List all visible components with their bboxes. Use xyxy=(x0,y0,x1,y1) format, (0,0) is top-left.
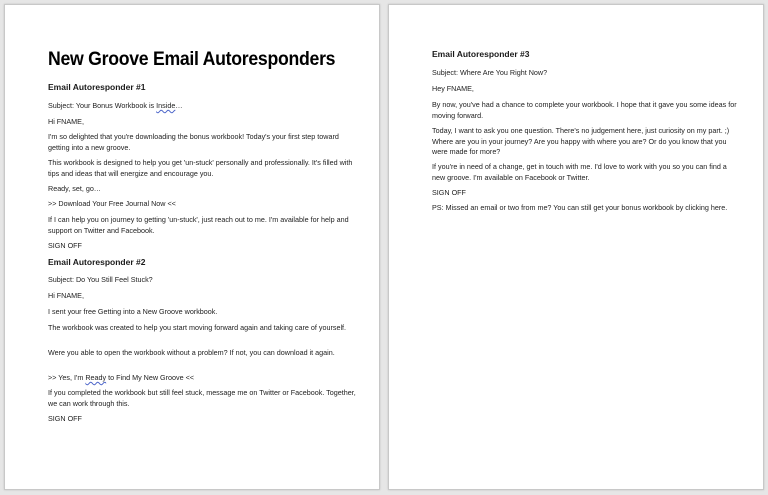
autoresponder-2-heading: Email Autoresponder #2 xyxy=(48,257,146,267)
autoresponder-1-paragraph-4: If I can help you on journey to getting 'un-stuck', just reach out to me. I'm available for help and support on Twitter and Facebook. xyxy=(48,215,349,235)
autoresponder-1-paragraph-1: I'm so delighted that you're downloading the bonus workbook! Today's your first step toward getting into a new groove. xyxy=(48,132,339,152)
autoresponder-1 xyxy=(48,82,357,93)
autoresponder-3-greeting: Hey FNAME, xyxy=(432,84,474,93)
cta-prefix: >> Yes, I'm xyxy=(48,373,86,382)
autoresponder-2-cta-link[interactable] xyxy=(48,373,357,384)
autoresponder-2-signoff: SIGN OFF xyxy=(48,414,82,423)
autoresponder-3-paragraph-3: If you're in need of a change, get in touch with me. I'd love to work with you so you can find a new groove. I'm available on Facebook or Twitter. xyxy=(432,162,727,182)
autoresponder-2-paragraph-1: I sent your free Getting into a New Groove workbook. xyxy=(48,307,218,316)
autoresponder-2-paragraph-4: If you completed the workbook but still feel stuck, message me on Twitter or Facebook. Together, we can work through this. xyxy=(48,388,356,408)
autoresponder-2-paragraph-3: Were you able to open the workbook without a problem? If not, you can download it again. xyxy=(48,348,335,357)
autoresponder-1-greeting: Hi FNAME, xyxy=(48,117,84,126)
autoresponder-1-paragraph-3: Ready, set, go… xyxy=(48,184,101,193)
autoresponder-1-signoff: SIGN OFF xyxy=(48,241,82,250)
autoresponder-3-paragraph-2: Today, I want to ask you one question. There's no judgement here, just curiosity on my part. ;) Where are you in your journey? Are you happy with where you are? Or do you know that you were made for more? xyxy=(432,126,730,156)
autoresponder-1-subject xyxy=(48,101,357,112)
autoresponder-2-greeting: Hi FNAME, xyxy=(48,291,84,300)
document-title: New Groove Email Autoresponders xyxy=(48,49,336,70)
subject-prefix: Subject: Your Bonus Workbook is xyxy=(48,101,157,110)
autoresponder-3-heading: Email Autoresponder #3 xyxy=(432,49,530,59)
document-page-1 xyxy=(4,4,380,490)
subject-suffix: … xyxy=(175,101,183,110)
autoresponder-3-subject: Subject: Where Are You Right Now? xyxy=(432,68,548,77)
autoresponder-1-paragraph-2: This workbook is designed to help you get 'un-stuck' personally and professionally. It's filled with tips and ideas that will energize and encourage you. xyxy=(48,158,353,178)
cta-underlined-word: Ready xyxy=(85,373,107,382)
autoresponder-3-signoff: SIGN OFF xyxy=(432,188,466,197)
subject-underlined-word: Inside xyxy=(156,101,176,110)
autoresponder-3-paragraph-1: By now, you've had a chance to complete your workbook. I hope that it gave you some ideas for moving forward. xyxy=(432,100,737,120)
autoresponder-1-heading: Email Autoresponder #1 xyxy=(48,82,146,92)
autoresponder-1-cta-link[interactable]: >> Download Your Free Journal Now << xyxy=(48,199,176,208)
autoresponder-2-paragraph-2: The workbook was created to help you start moving forward again and taking care of yourself. xyxy=(48,323,347,332)
autoresponder-3-ps: PS: Missed an email or two from me? You can still get your bonus workbook by clicking here. xyxy=(432,203,728,212)
cta-suffix: to Find My New Groove << xyxy=(106,373,195,382)
document-page-2 xyxy=(388,4,764,490)
autoresponder-2-subject: Subject: Do You Still Feel Stuck? xyxy=(48,275,153,284)
